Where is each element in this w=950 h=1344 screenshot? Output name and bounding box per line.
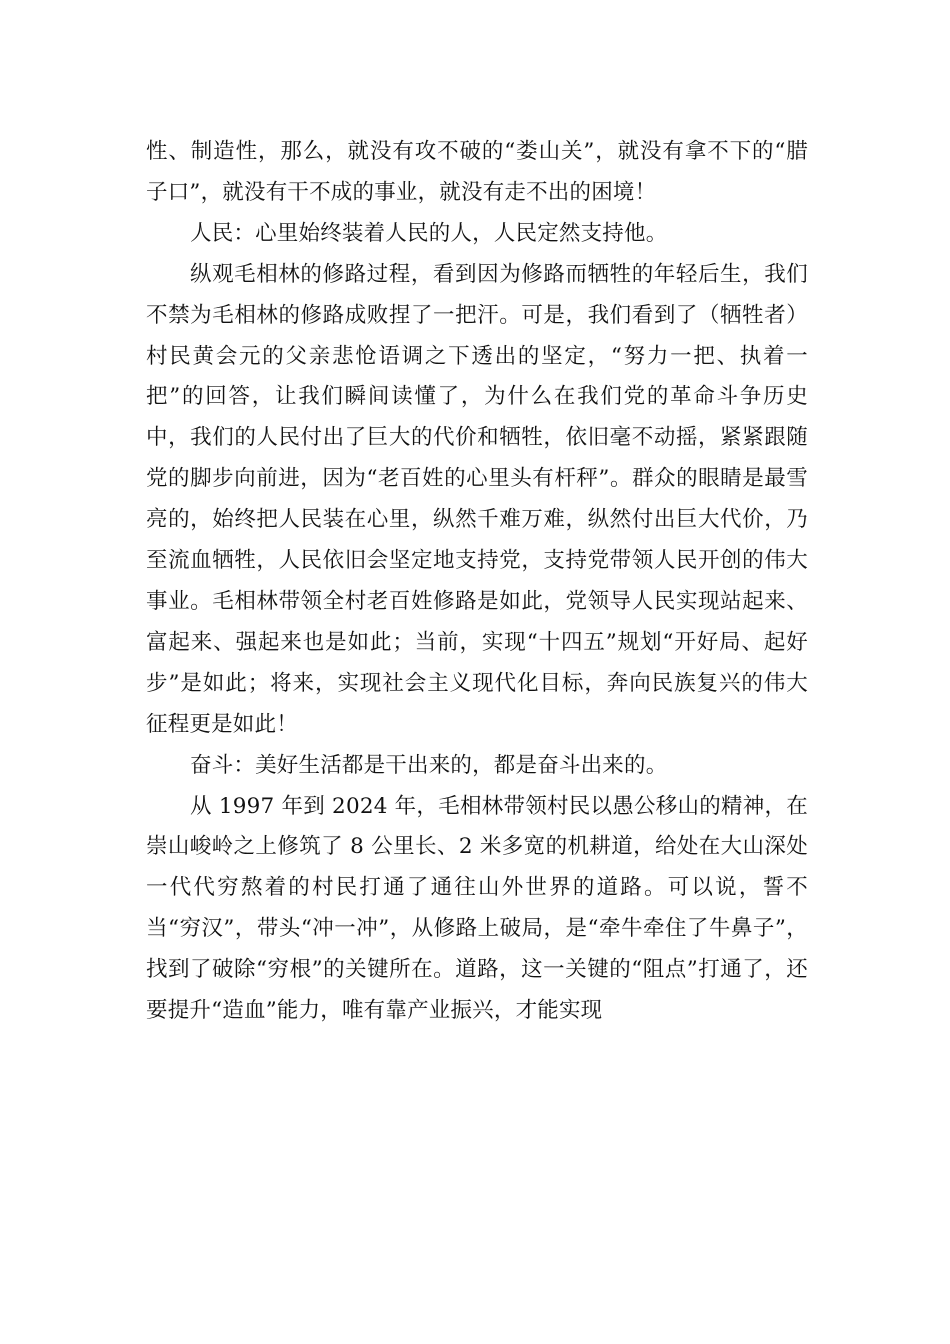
paragraph-heading-struggle: 奋斗：美好生活都是干出来的，都是奋斗出来的。	[190, 752, 668, 778]
paragraph-continuation: 性、制造性，那么，就没有攻不破的“娄山关”，就没有拿不下的“腊子口”，就没有干不成的事业，就没有走不出的困境！	[146, 139, 808, 205]
document-body	[146, 132, 808, 1032]
paragraph-heading-people: 人民：心里始终装着人民的人，人民定然支持他。	[190, 220, 668, 246]
paragraph-road-building: 纵观毛相林的修路过程，看到因为修路而牺牲的年轻后生，我们不禁为毛相林的修路成败捏了一把汗。可是，我们看到了（牺牲者）村民黄会元的父亲悲怆语调之下透出的坚定，“努力一把、执着一把”的回答，让我们瞬间读懂了，为什么在我们党的革命斗争历史中，我们的人民付出了巨大的代价和牺牲，依旧毫不动摇，紧紧跟随党的脚步向前进，因为“老百姓的心里头有杆秤”。群众的眼睛是最雪亮的，始终把人民装在心里，纵然千难万难，纵然付出巨大代价，乃至流血牺牲，人民依旧会坚定地支持党，支持党带领人民开创的伟大事业。毛相林带领全村老百姓修路是如此，党领导人民实现站起来、富起来、强起来也是如此；当前，实现“十四五”规划“开好局、起好步”是如此；将来，实现社会主义现代化目标，奔向民族复兴的伟大征程更是如此！	[146, 261, 808, 737]
paragraph-timeline: 从 1997 年到 2024 年，毛相林带领村民以愚公移山的精神，在崇山峻岭之上修筑了 8 公里长、2 米多宽的机耕道，给处在大山深处一代代穷熬着的村民打通了通往山外世界的道路。可以说，誓不当“穷汉”，带头“冲一冲”，从修路上破局，是“牵牛牵住了牛鼻子”，找到了破除“穷根”的关键所在。道路，这一关键的“阻点”打通了，还要提升“造血”能力，唯有靠产业振兴，才能实现	[146, 793, 808, 1024]
